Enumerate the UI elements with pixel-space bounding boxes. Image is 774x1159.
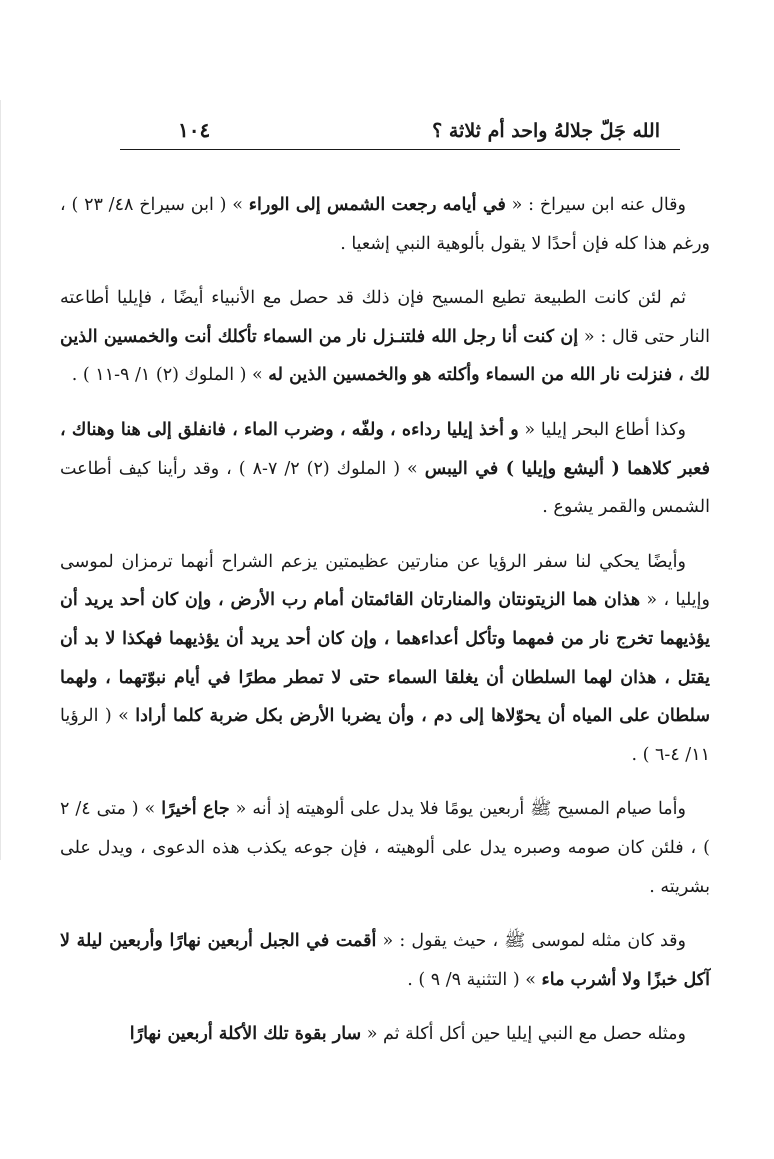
paragraph [60, 543, 710, 775]
paragraph [60, 922, 710, 999]
running-title: الله جَلّ جلالهُ واحد أم ثلاثة ؟ [432, 120, 660, 142]
paragraph-text: وقد كان مثله لموسى ﷺ ، حيث يقول : « [376, 931, 686, 952]
page-header [120, 120, 680, 150]
page-margin-line [0, 100, 1, 860]
page-body [60, 186, 710, 1070]
paragraph-text: وقال عنه ابن سيراخ : « [505, 195, 686, 215]
paragraph-text: » ( الملوك (٢) ١/ ٩-١١ ) . [71, 365, 269, 386]
paragraph [60, 186, 710, 263]
paragraph-text: ثم لئن كانت الطبيعة تطيع المسيح فإن ذلك قد حصل مع الأنبياء أيضًا ، فإيليا أطاعته النار حتى قال : « [60, 288, 710, 347]
paragraph-text: » ( الرؤيا ١١/ ٤-٦ ) . [60, 706, 710, 765]
paragraph-text: » ( متى ٤/ ٢ ) ، فلئن كان صومه وصبره يدل على ألوهيته ، فإن جوعه يكذب هذه الدعوى ، ويدل على بشريته . [60, 799, 710, 897]
paragraph-text: وكذا أطاع البحر إيليا « [518, 419, 687, 440]
paragraph [60, 279, 710, 395]
paragraph-text: » ( الملوك (٢) ٢/ ٧-٨ ) ، وقد رأينا كيف أطاعت الشمس والقمر يشوع . [60, 458, 710, 518]
paragraph [60, 1015, 710, 1054]
quoted-text: هذان هما الزيتونتان والمنارتان القائمتان أمام رب الأرض ، وإن كان أحد يريد أن يؤذيهما تخرج نار من فمهما وتأكل أعداءهما ، وإن كان أحد يريد أن يؤذيهما فهكذا لا بد أن يقتل ، هذان لهما السلطان أن يغلقا السماء حتى لا تمطر مطرًا في أيام نبوّتهما ، ولهما سلطان على المياه أن يحوّلاها إلى دم ، وأن يضربا الأرض بكل ضربة كلما أرادا [60, 590, 710, 727]
quoted-text: سار بقوة تلك الأكلة أربعين نهارًا [129, 1024, 362, 1045]
quoted-text: أقمت في الجبل أربعين نهارًا وأربعين ليلة لا آكل خبزًا ولا أشرب ماء [60, 931, 710, 990]
paragraph-text: » ( التثنية ٩/ ٩ ) . [407, 969, 542, 990]
quoted-text: في أيامه رجعت الشمس إلى الوراء [248, 195, 506, 215]
quoted-text: إن كنت أنا رجل الله فلتنـزل نار من السماء تأكلك أنت والخمسين الذين لك ، فنزلت نار الله من السماء وأكلته هو والخمسين الذين له [60, 326, 710, 386]
quoted-text: و أخذ إيليا رداءه ، ولفّه ، وضرب الماء ، فانفلق إلى هنا وهناك ، فعبر كلاهما ( أليشع وإيليا ) في اليبس [60, 419, 710, 479]
paragraph [60, 790, 710, 906]
paragraph-text: » ( ابن سيراخ ٤٨/ ٢٣ ) ، ورغم هذا كله فإن أحدًا لا يقول بألوهية النبي إشعيا . [60, 195, 710, 254]
paragraph-text: وأيضًا يحكي لنا سفر الرؤيا عن منارتين عظيمتين يزعم الشراح أنهما ترمزان لموسى وإيليا ، « [60, 551, 710, 611]
paragraph [60, 411, 710, 527]
page-number: ١٠٤ [172, 118, 216, 142]
paragraph-text: ومثله حصل مع النبي إيليا حين أكل أكلة ثم « [361, 1024, 686, 1045]
quoted-text: جاع أخيرًا [161, 799, 230, 820]
header-rule [120, 149, 680, 150]
paragraph-text: وأما صيام المسيح ﷺ أربعين يومًا فلا يدل على ألوهيته إذ أنه « [229, 799, 686, 820]
